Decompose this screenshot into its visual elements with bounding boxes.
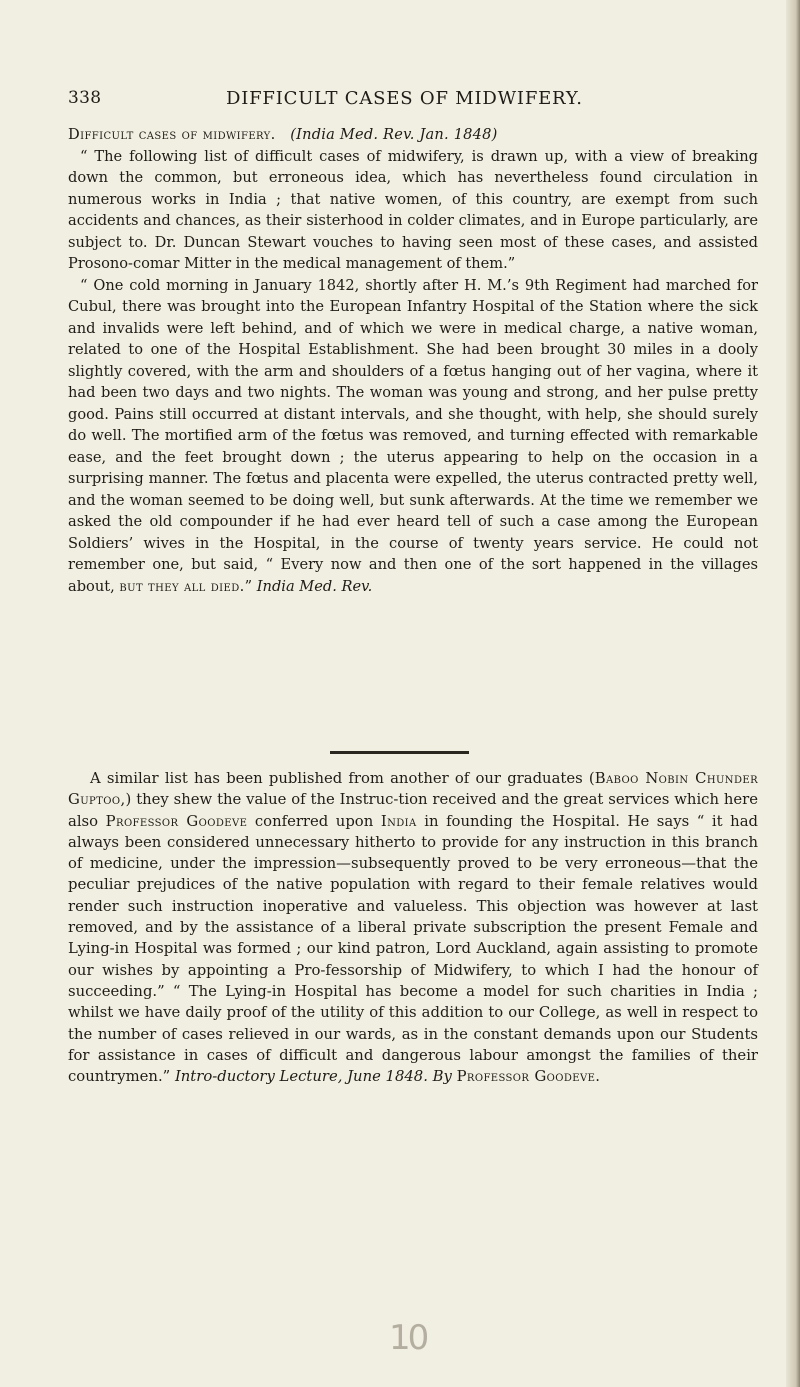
lecture-citation: Intro-ductory Lecture, June 1848. [174, 1068, 428, 1086]
graduate-name: Baboo Nobin Chunder Guptoo, [68, 770, 758, 809]
section-similar-list [68, 768, 758, 1087]
country-name: India [380, 812, 417, 830]
running-head [68, 88, 758, 118]
case-close-quote: ” [244, 577, 253, 595]
case-caps: but they all died. [119, 577, 245, 595]
case-source: India Med. Rev. [256, 577, 373, 595]
text-run: ) they shew the value of the Instruc-tion received and the great services which here also [68, 791, 758, 830]
text-run: in founding the Hospital. He says “ it had always been considered unnecessary hitherto to provide for any instruction in this branch of medicine, under the impression—subsequently proved to be very erroneous—that the peculiar prejudices of the native population with regard to their female relatives would render such instruction inoperative and valueless. This objection was however at last removed, and by the assistance of a liberal private subscription the present Female and Lying-in Hospital was formed ; our kind patron, Lord Auckland, again assisting to promote our wishes by appointing a Pro-fessorship of Midwifery, to which I had the honour of succeeding.” “ The Lying-in Hospital has become a model for such charities in India ; whilst we have daily proof of the utility of this addition to our College, as well in respect to the number of cases relieved in our wards, as in the constant demands upon our Students for assistance in cases of difficult and dangerous labour amongst the families of their countrymen.” [68, 812, 758, 1086]
section-difficult-cases [68, 124, 758, 597]
paragraph-case [68, 275, 758, 598]
section-divider [330, 751, 469, 754]
page-edge [786, 0, 800, 1387]
paragraph-intro: “ The following list of difficult cases of midwifery, is drawn up, with a view of breaking down the common, but erroneous idea, which has nevertheless found circulation in numerous works in India ; that native women, of this country, are exempt from such accidents and chances, as their sisterhood in colder climates, and in Europe particularly, are subject to. Dr. Duncan Stewart vouches to having seen most of these cases, and assisted Prosono-comar Mitter in the medical management of them.” [68, 147, 758, 272]
page-mark: 10 [389, 1318, 427, 1358]
running-head-title: DIFFICULT CASES OF MIDWIFERY. [226, 88, 583, 109]
by-label: By [427, 1068, 457, 1086]
case-text: “ One cold morning in January 1842, shortly after H. M.’s 9th Regiment had marched for Cubul, there was brought into the European Infantry Hospital of the Station where the sick and invalids were left behind, and of which we were in medical charge, a native woman, related to one of the Hospital Establishment. She had been brought 30 miles in a dooly slightly covered, with the arm and shoulders of a fœtus hanging out of her vagina, where it had been two days and two nights. The woman was young and strong, and her pulse pretty good. Pains still occurred at distant intervals, and she thought, with help, she should surely do well. The mortified arm of the fœtus was removed, and turning effected with remarkable ease, and the feet brought down ; the uterus appearing to help on the occasion in a surprising manner. The fœtus and placenta were expelled, the uterus contracted pretty well, and the woman seemed to be doing well, but sunk afterwards. At the time we remember we asked the old compounder if he had ever heard tell of such a case among the European Soldiers’ wives in the Hospital, in the course of twenty years service. He could not remember one, but said, “ Every now and then one of the sort happened in the villages about, [68, 276, 758, 595]
text-run: conferred upon [247, 812, 381, 830]
professor-name: Professor Goodeve [105, 812, 248, 830]
text-run: A similar list has been published from another of our graduates ( [90, 770, 595, 787]
source-citation: (India Med. Rev. Jan. 1848) [290, 126, 498, 143]
page-number: 338 [68, 88, 102, 108]
paragraph-similar-list [68, 768, 758, 1087]
source-line [68, 124, 758, 146]
source-title: Difficult cases of midwifery. [68, 126, 276, 143]
author-name: Professor Goodeve. [456, 1068, 601, 1086]
